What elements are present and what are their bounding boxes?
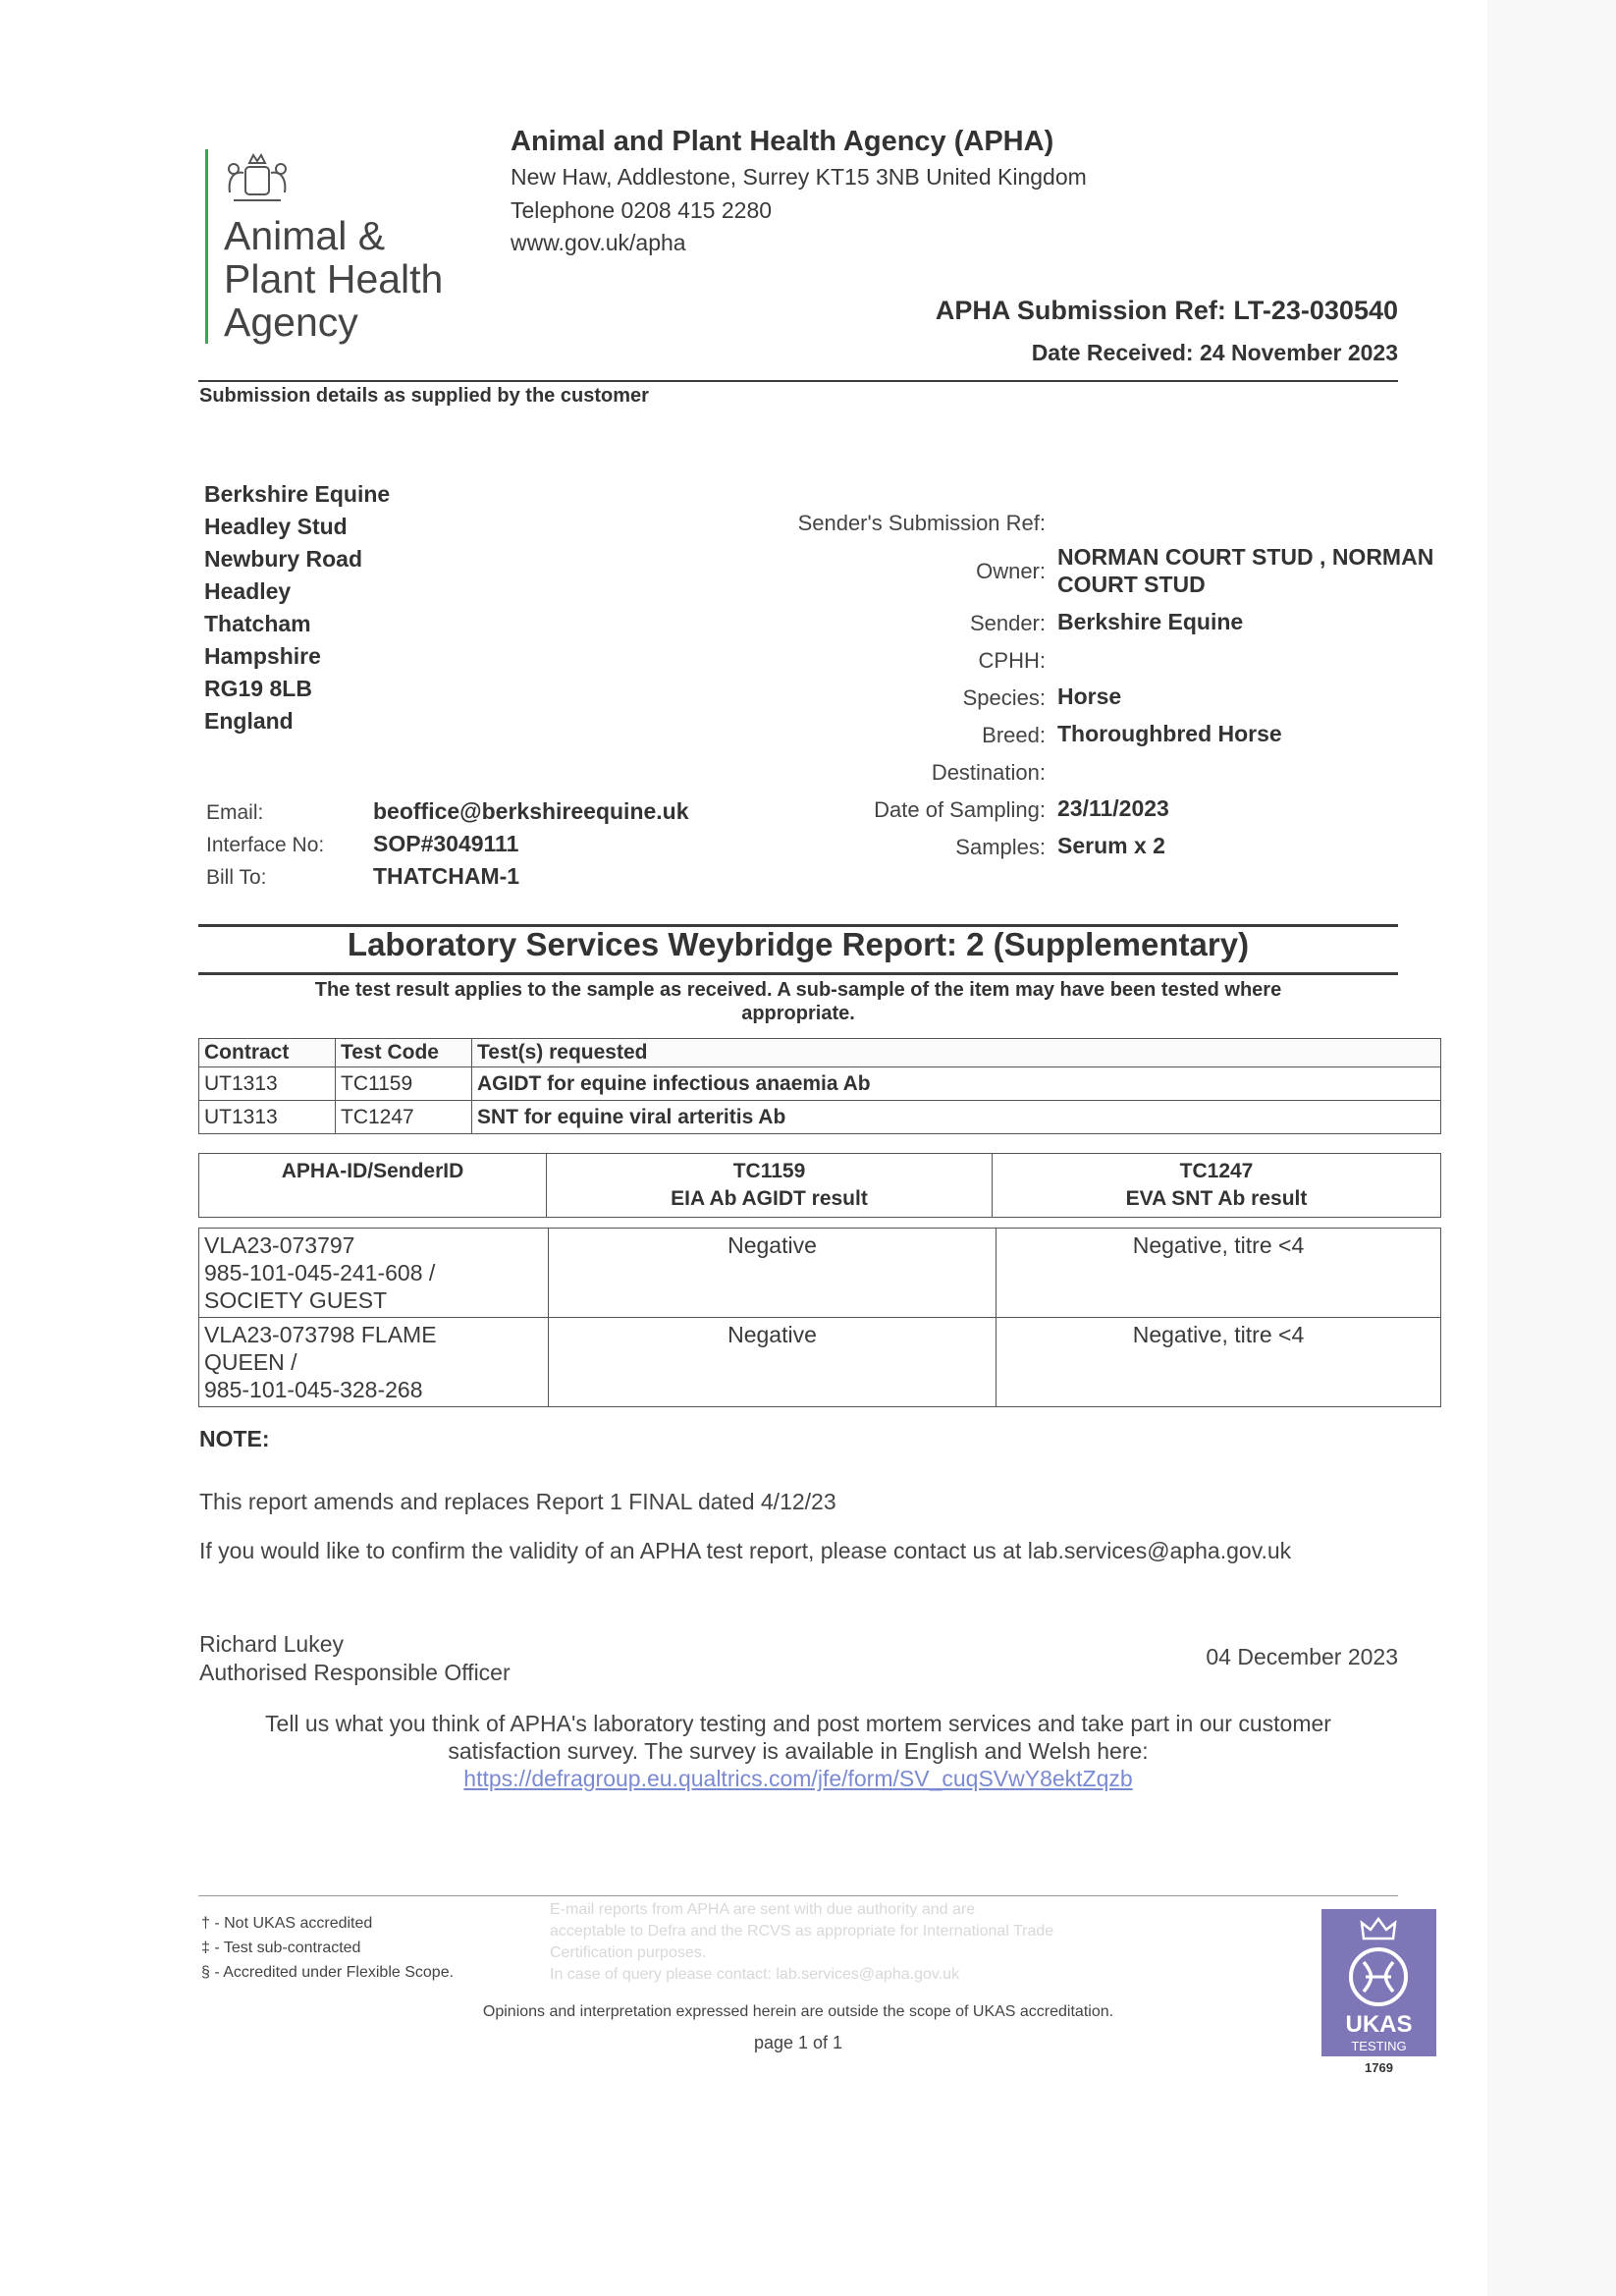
report-bottom-rule xyxy=(198,972,1398,975)
date-received: Date Received: 24 November 2023 xyxy=(1031,340,1398,365)
signature-block xyxy=(199,1630,511,1687)
logo-text xyxy=(224,214,443,344)
submission-ref: APHA Submission Ref: LT-23-030540 xyxy=(935,296,1398,325)
table-row xyxy=(199,1067,1441,1101)
faint-line: In case of query please contact: lab.services@apha.gov.uk xyxy=(550,1966,960,1983)
cell-test-name: SNT for equine viral arteritis Ab xyxy=(472,1101,1441,1134)
table-header-row xyxy=(199,1039,1441,1067)
sampling-date-value: 23/11/2023 xyxy=(1057,795,1169,821)
col-tc1159-name: EIA Ab AGIDT result xyxy=(671,1187,868,1210)
cell-eia-result: Negative xyxy=(549,1318,997,1407)
col-tc1247 xyxy=(993,1154,1441,1218)
address-line: Headley Stud xyxy=(204,514,348,539)
ukas-label: UKAS xyxy=(1345,2011,1413,2038)
species-label: Species: xyxy=(962,685,1046,710)
report-subtitle xyxy=(245,978,1351,1025)
samples-label: Samples: xyxy=(955,835,1046,859)
table-row xyxy=(199,1101,1441,1134)
owner-label: Owner: xyxy=(976,559,1046,583)
address-line: Hampshire xyxy=(204,643,321,669)
report-title: Laboratory Services Weybridge Report: 2 (Supplementary) xyxy=(347,926,1250,962)
logo-line-1: Animal & xyxy=(224,213,386,258)
address-line: RG19 8LB xyxy=(204,676,312,701)
table-row xyxy=(199,1318,1441,1407)
sender-value: Berkshire Equine xyxy=(1057,609,1244,634)
faint-line: acceptable to Defra and the RCVS as appropriate for International Trade xyxy=(550,1923,1054,1940)
sample-id-line: QUEEN / xyxy=(204,1349,297,1375)
logo-line-3: Agency xyxy=(224,300,358,345)
footer-opinions: Opinions and interpretation expressed herein are outside the scope of UKAS accreditation. xyxy=(482,2003,1114,2020)
address-line: England xyxy=(204,708,294,734)
address-line: Newbury Road xyxy=(204,546,363,572)
col-test-code: Test Code xyxy=(336,1039,472,1067)
cell-test-code: TC1247 xyxy=(336,1101,472,1134)
sender-ref-label: Sender's Submission Ref: xyxy=(797,511,1046,535)
sample-id-line: VLA23-073798 FLAME xyxy=(204,1322,437,1347)
interface-label: Interface No: xyxy=(206,834,325,856)
destination-label: Destination: xyxy=(931,760,1046,785)
bill-to-value: THATCHAM-1 xyxy=(373,863,520,889)
footer-rule xyxy=(198,1895,1398,1896)
signatory-name: Richard Lukey xyxy=(199,1631,345,1657)
results-header-table xyxy=(198,1153,1441,1218)
scan-edge xyxy=(1487,0,1616,2296)
survey-link[interactable]: https://defragroup.eu.qualtrics.com/jfe/form/SV_cuqSVwY8ektZqzb xyxy=(463,1766,1133,1791)
address-line: Headley xyxy=(204,578,292,604)
logo-bar xyxy=(205,149,208,344)
footnote-flexible-scope: § - Accredited under Flexible Scope. xyxy=(201,1964,455,1981)
cell-test-name: AGIDT for equine infectious anaemia Ab xyxy=(472,1067,1441,1101)
agency-name: Animal and Plant Health Agency (APHA) xyxy=(511,126,1054,157)
footer-faint-text xyxy=(550,1899,1217,1986)
cell-eia-result: Negative xyxy=(549,1229,997,1318)
note-amend: This report amends and replaces Report 1 FINAL dated 4/12/23 xyxy=(199,1489,836,1514)
report-subtitle-line-2: appropriate. xyxy=(741,1003,855,1024)
sample-id-line: 985-101-045-328-268 xyxy=(204,1377,423,1402)
ukas-sub: TESTING xyxy=(1351,2039,1407,2053)
survey-block xyxy=(196,1710,1400,1792)
note-validity: If you would like to confirm the validity of an APHA test report, please contact us at lab.services@apha.gov.uk xyxy=(199,1538,1292,1563)
bill-to-label: Bill To: xyxy=(206,866,267,889)
cell-contract: UT1313 xyxy=(199,1067,336,1101)
page-number: page 1 of 1 xyxy=(753,2033,843,2052)
logo-line-2: Plant Health xyxy=(224,256,444,301)
breed-label: Breed: xyxy=(982,723,1046,747)
signature-date: 04 December 2023 xyxy=(1206,1644,1398,1669)
col-apha-id: APHA-ID/SenderID xyxy=(199,1154,547,1218)
species-value: Horse xyxy=(1057,683,1122,709)
breed-value: Thoroughbred Horse xyxy=(1057,721,1282,746)
section-caption: Submission details as supplied by the customer xyxy=(199,385,649,407)
cell-sample-id xyxy=(199,1318,549,1407)
owner-value-line-2: COURT STUD xyxy=(1057,572,1206,597)
footnote-not-accredited: † - Not UKAS accredited xyxy=(201,1915,373,1932)
cell-eva-result: Negative, titre <4 xyxy=(997,1229,1441,1318)
cell-eva-result: Negative, titre <4 xyxy=(997,1318,1441,1407)
sample-id-line: VLA23-073797 xyxy=(204,1232,355,1258)
footnote-subcontracted: ‡ - Test sub-contracted xyxy=(201,1940,361,1956)
tests-requested-table xyxy=(198,1038,1441,1134)
email-value: beoffice@berkshireequine.uk xyxy=(373,798,689,824)
agency-address: New Haw, Addlestone, Surrey KT15 3NB United Kingdom xyxy=(511,164,1087,190)
survey-line-1: Tell us what you think of APHA's laboratory testing and post mortem services and take part in our customer xyxy=(265,1711,1331,1736)
sample-id-line: SOCIETY GUEST xyxy=(204,1287,388,1313)
email-label: Email: xyxy=(206,801,264,824)
crown-icon xyxy=(1360,1917,1397,1947)
results-table xyxy=(198,1228,1441,1407)
report-subtitle-line-1: The test result applies to the sample as received. A sub-sample of the item may have been tested where xyxy=(314,979,1282,1001)
owner-value-line-1: NORMAN COURT STUD , NORMAN xyxy=(1057,544,1434,570)
sample-id-line: 985-101-045-241-608 / xyxy=(204,1260,436,1285)
address-line: Berkshire Equine xyxy=(204,481,391,507)
ukas-badge xyxy=(1321,1909,1436,2056)
col-tests-requested: Test(s) requested xyxy=(472,1039,1441,1067)
faint-line: E-mail reports from APHA are sent with due authority and are xyxy=(550,1901,976,1918)
cell-contract: UT1313 xyxy=(199,1101,336,1134)
col-tc1247-name: EVA SNT Ab result xyxy=(1125,1187,1308,1210)
agency-telephone: Telephone 0208 415 2280 xyxy=(511,197,773,223)
note-label: NOTE: xyxy=(199,1426,270,1451)
footer-notes xyxy=(201,1911,454,1985)
interface-value: SOP#3049111 xyxy=(373,831,519,856)
royal-crest-icon xyxy=(220,149,298,213)
col-contract: Contract xyxy=(199,1039,336,1067)
survey-line-2: satisfaction survey. The survey is available in English and Welsh here: xyxy=(448,1738,1149,1764)
address-line: Thatcham xyxy=(204,611,311,636)
cell-sample-id xyxy=(199,1229,549,1318)
ukas-emblem-icon xyxy=(1346,1946,1411,2012)
signatory-role: Authorised Responsible Officer xyxy=(199,1660,511,1685)
samples-value: Serum x 2 xyxy=(1057,833,1165,858)
sender-label: Sender: xyxy=(969,611,1046,635)
faint-line: Certification purposes. xyxy=(550,1944,707,1961)
cphh-label: CPHH: xyxy=(978,648,1046,673)
ukas-number: 1769 xyxy=(1365,2060,1393,2075)
agency-website: www.gov.uk/apha xyxy=(511,230,686,255)
sampling-date-label: Date of Sampling: xyxy=(874,797,1046,822)
col-tc1159-code: TC1159 xyxy=(732,1160,806,1182)
col-tc1247-code: TC1247 xyxy=(1179,1160,1254,1182)
header-divider xyxy=(198,380,1398,382)
col-tc1159 xyxy=(547,1154,993,1218)
cell-test-code: TC1159 xyxy=(336,1067,472,1101)
table-row xyxy=(199,1229,1441,1318)
